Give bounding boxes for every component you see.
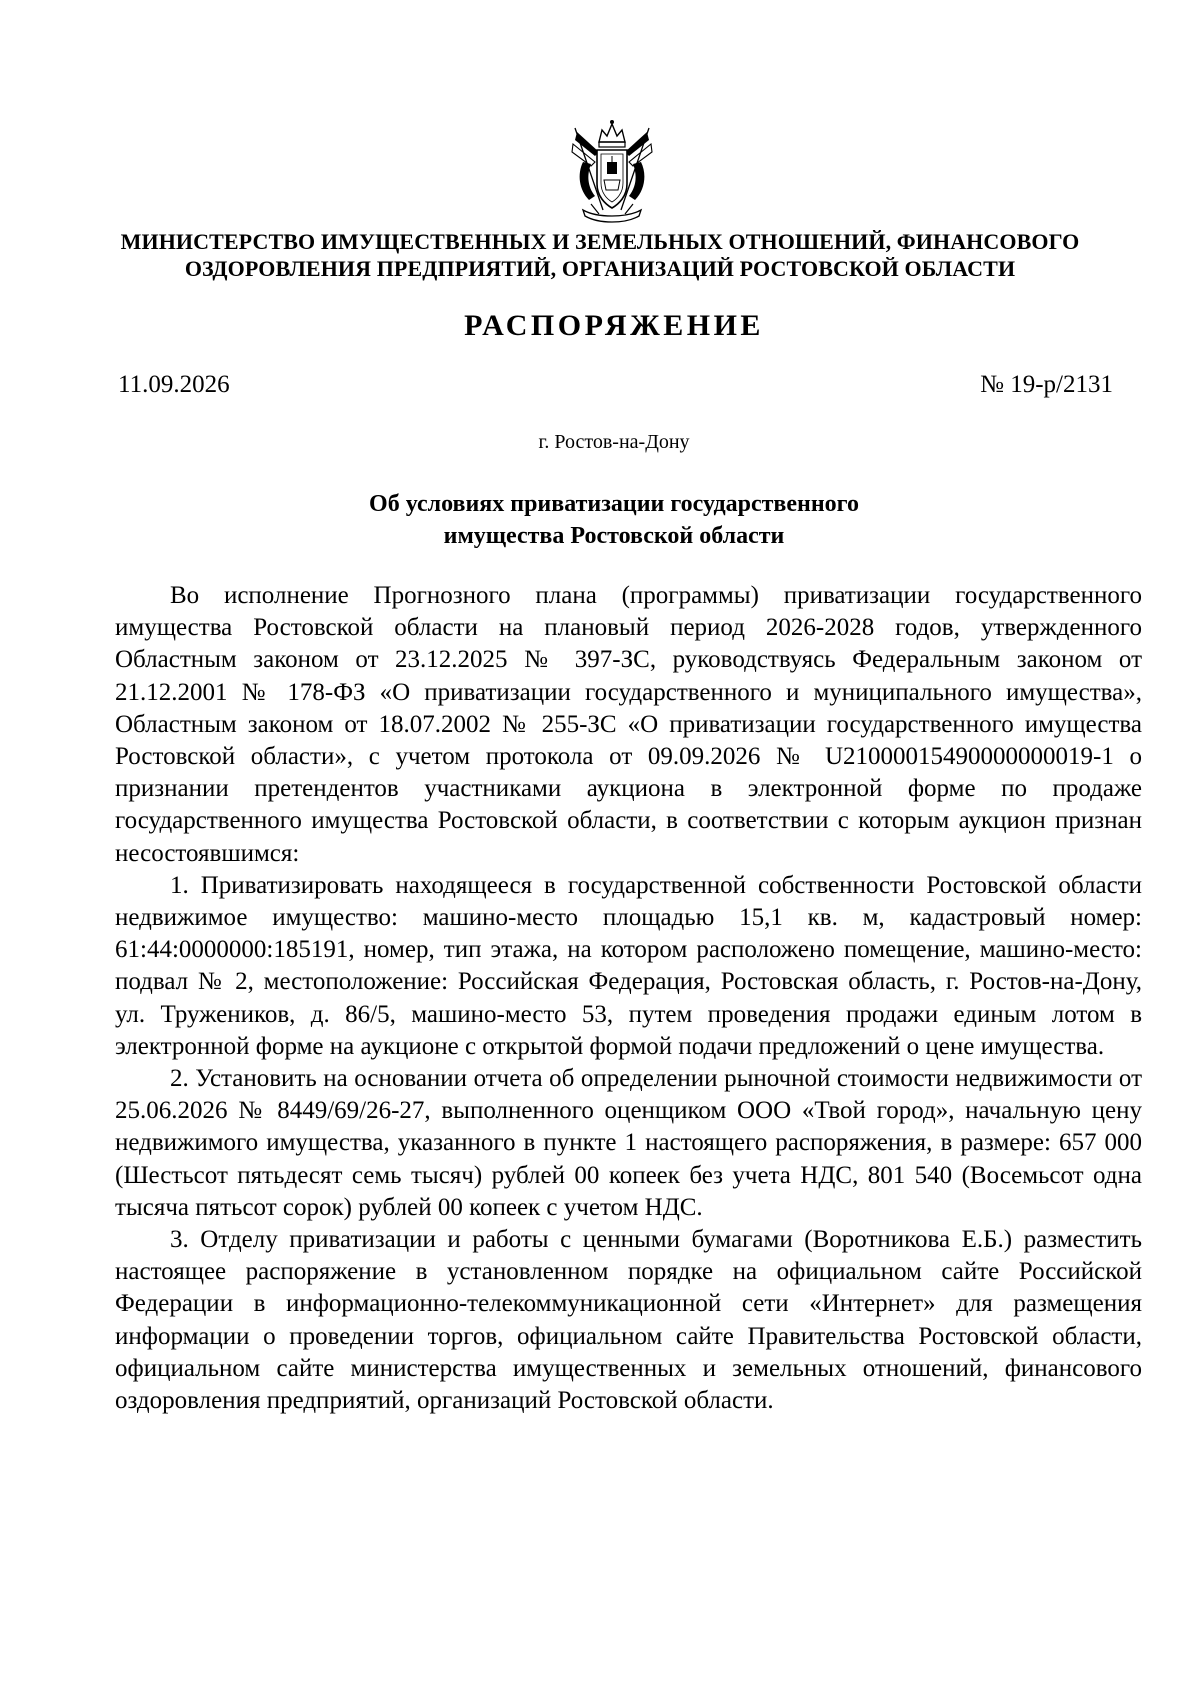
document-number: № 19-р/2131 xyxy=(980,371,1113,398)
document-subject-line-1: Об условиях приватизации государственного xyxy=(369,491,859,517)
order-item-2: 2. Установить на основании отчета об определении рыночной стоимости недвижимости от 25.06.2026 № 8449/69/26-27, выполненного оценщиком ООО «Твой город», начальную цену недвижимого имущества, указанного в пункте 1 настоящего распоряжения, в размере: 657 000 (Шестьсот пятьдесят семь тысяч) рублей 00 копеек без учета НДС, 801 540 (Восемьсот одна тысяча пятьсот сорок) рублей 00 копеек с учетом НДС. xyxy=(115,1065,1142,1221)
preamble-paragraph: Во исполнение Прогнозного плана (программы) приватизации государственного имущества Ростовской области на плановый период 2026-2028 годов, утвержденного Областным законом от 23.12.2025 № 397-ЗС, руководствуясь Федеральным законом от 21.12.2001 № 178-ФЗ «О приватизации государственного и муниципального имущества», Областным законом от 18.07.2002 № 255-ЗС «О приватизации государственного имущества Ростовской области», с учетом протокола от 09.09.2026 № U21000015490000000019-1 о признании претендентов участниками аукциона в электронной форме по продаже государственного имущества Ростовской области, в соответствии с которым аукцион признан несостоявшимся: xyxy=(115,582,1142,867)
document-subject-line-2: имущества Ростовской области xyxy=(443,523,785,549)
document-body xyxy=(115,580,1142,1417)
ministry-name-line-2: ОЗДОРОВЛЕНИЯ ПРЕДПРИЯТИЙ, ОРГАНИЗАЦИЙ РОСТОВСКОЙ ОБЛАСТИ xyxy=(184,256,1016,281)
document-date: 11.09.2026 xyxy=(118,371,230,398)
ministry-name xyxy=(60,228,1140,282)
order-item-1: 1. Приватизировать находящееся в государственной собственности Ростовской области недвижимое имущество: машино-место площадью 15,1 кв. м, кадастровый номер: 61:44:0000000:185191, номер, тип этажа, на котором расположено помещение, машино-место: подвал № 2, местоположение: Российская Федерация, Ростовская область, г. Ростов-на-Дону, ул. Тружеников, д. 86/5, машино-место 53, путем проведения продажи единым лотом в электронной форме на аукционе с открытой формой подачи предложений о цене имущества. xyxy=(115,871,1142,1060)
coat-of-arms-icon xyxy=(569,118,655,226)
ministry-name-line-1: МИНИСТЕРСТВО ИМУЩЕСТВЕННЫХ И ЗЕМЕЛЬНЫХ ОТНОШЕНИЙ, ФИНАНСОВОГО xyxy=(120,229,1080,254)
order-item-3: 3. Отделу приватизации и работы с ценными бумагами (Воротникова Е.Б.) разместить настоящее распоряжение в установленном порядке на официальном сайте Российской Федерации в информационно-телекоммуникационной сети «Интернет» для размещения информации о проведении торгов, официальном сайте Правительства Ростовской области, официальном сайте министерства имущественных и земельных отношений, финансового оздоровления предприятий, организаций Ростовской области. xyxy=(115,1226,1142,1415)
document-type-heading: РАСПОРЯЖЕНИЕ xyxy=(464,309,764,342)
document-city: г. Ростов-на-Дону xyxy=(538,431,690,453)
document-subject xyxy=(200,488,1028,552)
